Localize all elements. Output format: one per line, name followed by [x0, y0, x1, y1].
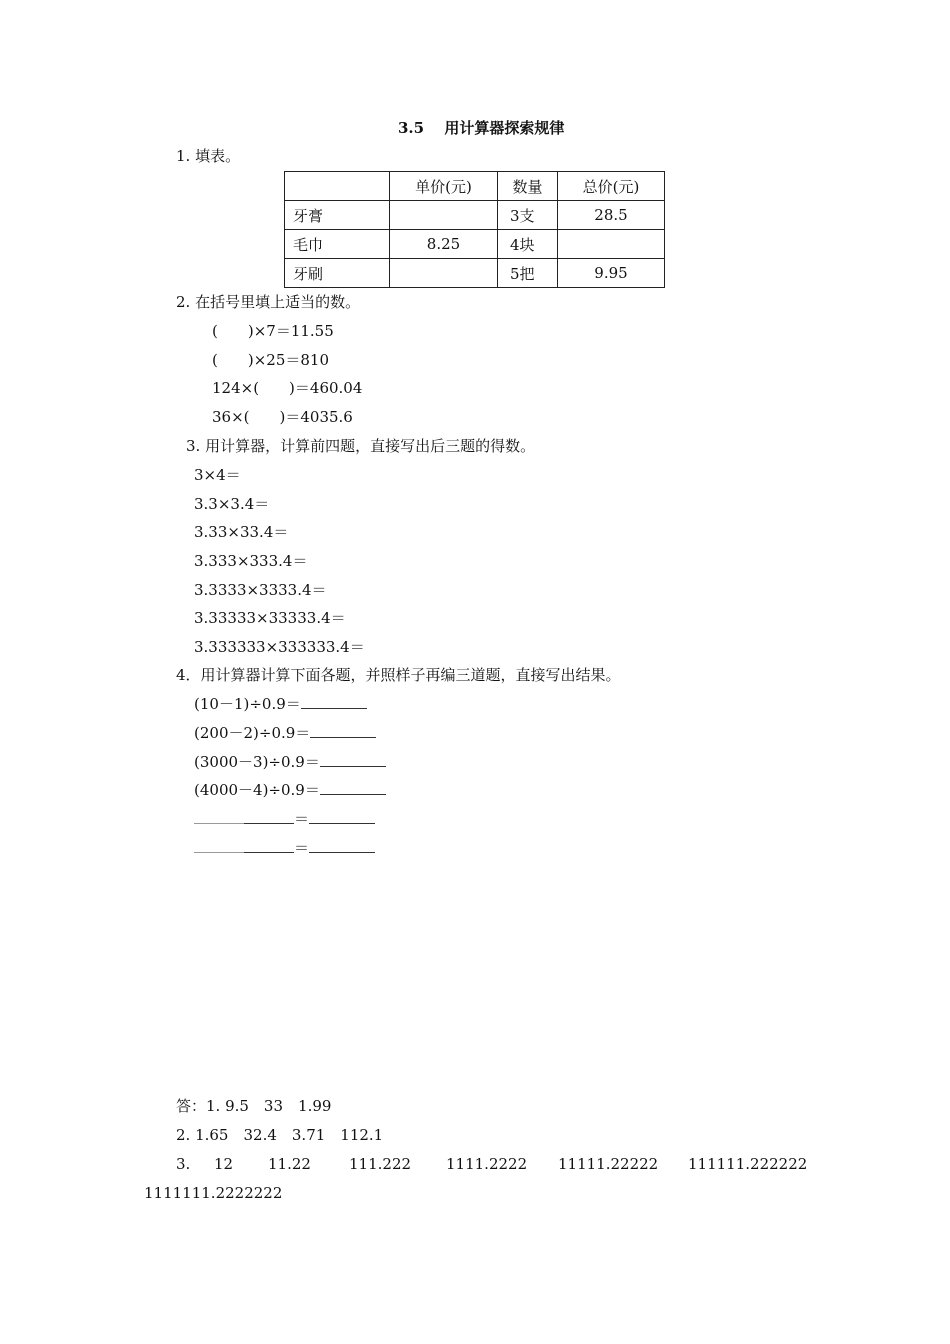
table-cell: 3支	[498, 201, 558, 230]
answer-2: 2. 1.65 32.4 3.71 112.1	[176, 1126, 384, 1144]
table-cell	[558, 230, 665, 259]
equals-sign: ＝	[294, 839, 310, 857]
q3-line: 3.333×333.4＝	[194, 552, 308, 570]
q2-line: 124×( )＝460.04	[212, 379, 363, 397]
expression-blank[interactable]	[244, 809, 294, 824]
q4-custom-line	[194, 838, 375, 858]
q4-expression: (3000－3)÷0.9＝	[194, 753, 320, 771]
table-header-row	[285, 172, 665, 201]
table-cell: 9.95	[558, 259, 665, 288]
table-header-cell: 总价(元)	[558, 172, 665, 201]
q4-expression: (4000－4)÷0.9＝	[194, 781, 320, 799]
expression-blank[interactable]	[244, 838, 294, 853]
q4-label: 4．用计算器计算下面各题，并照样子再编三道题，直接写出结果。	[176, 666, 621, 684]
answer-3-value: 12	[214, 1155, 234, 1173]
q1-label: 1. 填表。	[176, 147, 241, 165]
table-cell: 牙刷	[285, 259, 390, 288]
table-cell: 5把	[498, 259, 558, 288]
expression-blank-light[interactable]	[194, 838, 244, 853]
q4-line	[194, 780, 386, 800]
q4-line	[194, 752, 386, 772]
q3-line: 3.33×33.4＝	[194, 523, 289, 541]
q3-line: 3.3×3.4＝	[194, 495, 270, 513]
q4-custom-line	[194, 809, 375, 829]
answer-blank[interactable]	[320, 780, 386, 795]
q3-line: 3.3333×3333.4＝	[194, 581, 327, 599]
q4-expression: (200－2)÷0.9＝	[194, 724, 311, 742]
q2-label: 2. 在括号里填上适当的数。	[176, 293, 361, 311]
answer-3-label: 3.	[176, 1155, 191, 1173]
table-cell: 牙膏	[285, 201, 390, 230]
q3-label: 3. 用计算器，计算前四题，直接写出后三题的得数。	[186, 437, 536, 455]
answer-3-value: 111.222	[349, 1155, 412, 1173]
answer-blank[interactable]	[309, 809, 375, 824]
q3-line: 3.333333×333333.4＝	[194, 638, 365, 656]
answer-blank[interactable]	[320, 752, 386, 767]
table-row	[285, 201, 665, 230]
table-cell	[390, 259, 498, 288]
table-cell: 8.25	[390, 230, 498, 259]
table-cell	[390, 201, 498, 230]
table-header-cell: 数量	[498, 172, 558, 201]
answer-blank[interactable]	[309, 838, 375, 853]
table-cell: 毛巾	[285, 230, 390, 259]
answer-3-value: 11111.22222	[558, 1155, 659, 1173]
q4-expression: (10－1)÷0.9＝	[194, 695, 301, 713]
table-header-cell: 单价(元)	[390, 172, 498, 201]
answer-3-value: 11.22	[268, 1155, 311, 1173]
answer-blank[interactable]	[310, 723, 376, 738]
q3-line: 3×4＝	[194, 466, 241, 484]
q2-line: ( )×25＝810	[212, 351, 329, 369]
table-row	[285, 259, 665, 288]
table-cell: 28.5	[558, 201, 665, 230]
q2-line: ( )×7＝11.55	[212, 322, 334, 340]
table-cell: 4块	[498, 230, 558, 259]
price-table	[284, 171, 665, 288]
table-header-cell	[285, 172, 390, 201]
page-title: 3.5 用计算器探索规律	[398, 119, 565, 137]
q4-line	[194, 694, 367, 714]
answer-blank[interactable]	[301, 694, 367, 709]
table-row	[285, 230, 665, 259]
equals-sign: ＝	[294, 810, 310, 828]
answer-3-value: 1111111.2222222	[144, 1184, 283, 1202]
q2-line: 36×( )＝4035.6	[212, 408, 353, 426]
answer-3-value: 1111.2222	[446, 1155, 528, 1173]
answer-1: 答：1. 9.5 33 1.99	[176, 1097, 332, 1115]
expression-blank-light[interactable]	[194, 809, 244, 824]
q4-line	[194, 723, 376, 743]
q3-line: 3.33333×33333.4＝	[194, 609, 346, 627]
answer-3-value: 111111.222222	[688, 1155, 808, 1173]
